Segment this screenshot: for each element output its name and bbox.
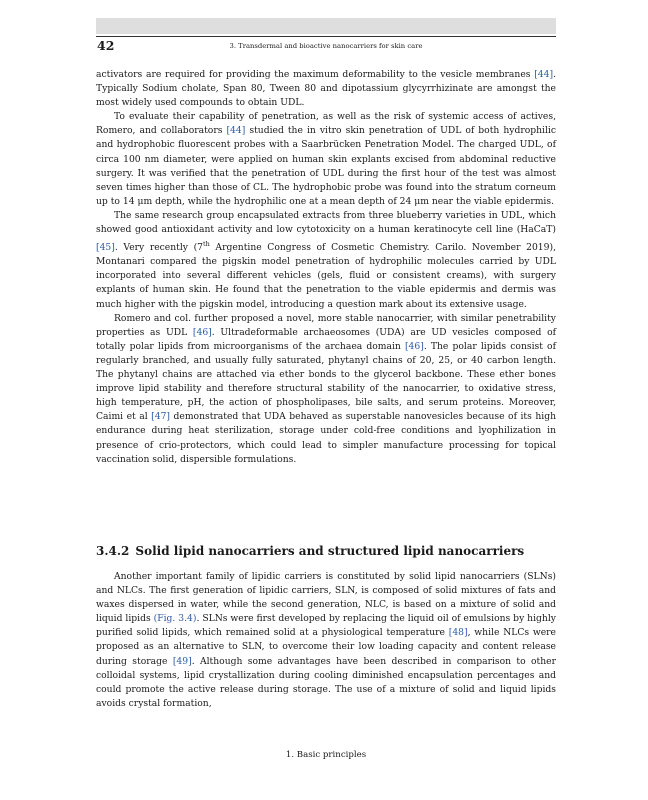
citation-link[interactable]: [44] bbox=[534, 69, 554, 80]
text-run: . SLNs were first developed by replacing the liquid oil of emulsions by highly purified solid lipids, which remained solid at a physiological temperature bbox=[96, 613, 556, 639]
header-rule bbox=[96, 36, 556, 37]
citation-link[interactable]: [47] bbox=[151, 411, 171, 423]
header-band bbox=[96, 18, 556, 34]
text-run: , while NLCs were proposed as an alternative to SLN, to overcome their low loading capacity and content release during storage bbox=[96, 627, 556, 667]
text-run: . The polar lipids consist of regularly branched, and usually fully saturated, phytanyl chains of 20, 25, or 40 carbon length. The phytanyl chains are attached via ether bonds to the glycerol backbone. These ether bones improve lipid stability and therefore structural stability of the nanocarrier, to oxidative stress, high temperature, pH, the action of phospholipases, bile salts, and serum proteins. Moreover, Caimi et al bbox=[96, 340, 556, 423]
figure-link[interactable]: (Fig. 3.4) bbox=[153, 613, 197, 625]
section-paragraph bbox=[96, 570, 556, 711]
paragraph-3 bbox=[96, 209, 556, 312]
page-number: 42 bbox=[97, 38, 115, 53]
paragraph-2 bbox=[96, 110, 556, 209]
text-run: studied the in vitro skin penetration of UDL of both hydrophilic and hydrophobic fluorescent probes with a Saarbrücken Penetration Model. The charged UDL, of circa 100 nm diameter, were applied on human skin explants excised from abdominal reductive surgery. It was verified that the penetration of UDL during the first hour of the test was almost seven times higher than those of CL. The hydrophobic probe was found into the stratum corneum up to 14 μm depth, while the hydrophilic one at a mean depth of 24 μm near the viable epidermis. bbox=[96, 125, 557, 207]
citation-link[interactable]: [45] bbox=[96, 242, 115, 254]
text-run: . Although some advantages have been described in comparison to other colloidal systems, lipid crystallization during cooling diminished encapsulation percentages and could promote the active release during storage. The use of a mixture of solid and liquid lipids avoids crystal formation, bbox=[96, 655, 556, 709]
text-run: activators are required for providing the maximum deformability to the vesicle membranes bbox=[96, 69, 535, 80]
body-text bbox=[96, 68, 556, 467]
text-run: Romero and col. further proposed a novel, more stable nanocarrier, with similar penetrability properties as UDL bbox=[96, 312, 556, 338]
citation-link[interactable]: [49] bbox=[172, 655, 192, 667]
section-number: 3.4.2 bbox=[96, 544, 130, 558]
text-run: . Very recently (7 bbox=[114, 242, 204, 254]
citation-link[interactable]: [46] bbox=[192, 326, 212, 338]
paragraph-4 bbox=[96, 312, 556, 467]
text-run: . Ultradeformable archaeosomes (UDA) are UD vesicles composed of totally polar lipids from microorganisms of the archaea domain bbox=[96, 326, 556, 352]
section-title: Solid lipid nanocarriers and structured lipid nanocarriers bbox=[135, 544, 525, 558]
text-run: . Typically Sodium cholate, Span 80, Tween 80 and dipotassium glycyrrhizinate are amongst the most widely used compounds to obtain UDL. bbox=[96, 69, 556, 109]
section-heading bbox=[96, 544, 524, 558]
citation-link[interactable]: [44] bbox=[226, 125, 246, 137]
superscript: th bbox=[203, 240, 210, 249]
section-text bbox=[96, 570, 556, 711]
citation-link[interactable]: [48] bbox=[448, 627, 468, 639]
text-run: Another important family of lipidic carriers is constituted by solid lipid nanocarriers (SLNs) and NLCs. The first generation of lipidic carriers, SLN, is composed of solid mixtures of fats and waxes dispersed in water, while the second generation, NLC, is based on a mixture of solid and liquid lipids bbox=[96, 571, 556, 625]
text-run: The same research group encapsulated extracts from three blueberry varieties in UDL, which showed good antioxidant activity and low cytotoxicity on a human keratinocyte cell line (HaCaT) bbox=[96, 209, 556, 236]
footer-text: 1. Basic principles bbox=[285, 750, 367, 760]
text-run: demonstrated that UDA behaved as superstable nanovesicles because of its high endurance during heat sterilization, storage under cold-free conditions and lyophilization in presence of crio-protectors, which could lead to simpler manufacture processing for topical vaccination solid, dispersible formulations. bbox=[96, 411, 556, 465]
running-title: 3. Transdermal and bioactive nanocarriers for skin care bbox=[229, 42, 423, 50]
text-run: To evaluate their capability of penetration, as well as the risk of systemic access of actives, Romero, and collaborators bbox=[96, 111, 556, 137]
text-run: Argentine Congress of Cosmetic Chemistry. Carilo. November 2019), Montanari compared the pigskin model penetration of hydrophilic molecules carried by UDL incorporated into several different vehicles (gels, fluid or consistent creams), with surgery explants of human skin. He found that the penetration to the viable epidermis and dermis was much higher with the pigskin model, introducing a question mark about its extensive usage. bbox=[96, 242, 556, 310]
citation-link[interactable]: [46] bbox=[404, 340, 424, 352]
paragraph-1 bbox=[96, 68, 556, 110]
